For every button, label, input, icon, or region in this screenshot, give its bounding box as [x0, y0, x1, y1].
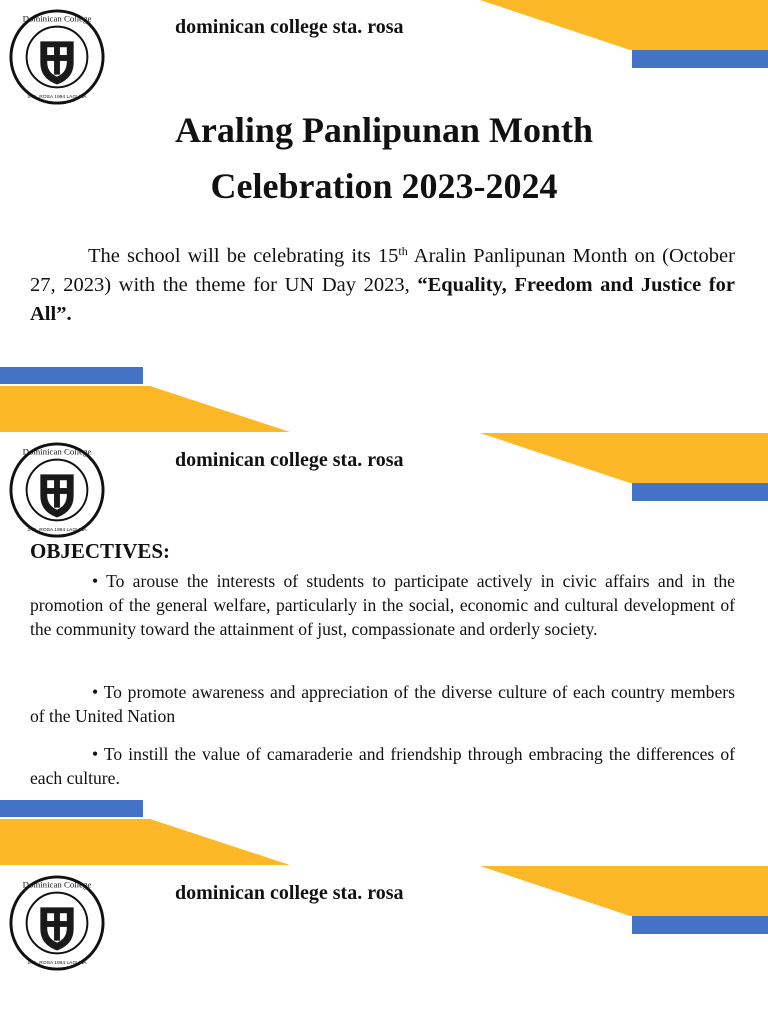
school-name-header: dominican college sta. rosa: [175, 16, 404, 38]
college-seal-icon: [8, 874, 106, 972]
intro-paragraph: [30, 242, 735, 329]
college-seal-icon: [8, 441, 106, 539]
slide-3: [0, 866, 768, 1024]
top-right-decoration: [480, 866, 768, 938]
svg-text:Dominican College: Dominican College: [22, 446, 92, 457]
slide-1: [0, 0, 768, 432]
objectives-heading: OBJECTIVES:: [30, 539, 171, 563]
school-name-header: dominican college sta. rosa: [175, 449, 404, 471]
college-logo: [8, 441, 106, 539]
college-logo: [8, 874, 106, 972]
theme-text: “Equality, Freedom and Justice for All”.: [30, 274, 735, 325]
college-logo: [8, 8, 106, 106]
slide-2: [0, 433, 768, 865]
slide-title-line-2: Celebration 2023-2024: [210, 166, 558, 206]
svg-text:Dominican College: Dominican College: [22, 879, 92, 890]
top-right-decoration: [480, 433, 768, 505]
objective-item-1: • To arouse the interests of students to participate actively in civic affairs and in the promotion of the general welfare, particularly in the social, economic and cultural development of the community toward the attainment of just, compassionate and orderly society.: [30, 571, 735, 639]
svg-text:STA. ROSA 1994 LAGUNA: STA. ROSA 1994 LAGUNA: [27, 95, 87, 101]
objective-item-3: • To instill the value of camaraderie and friendship through embracing the differences of each culture.: [30, 744, 735, 788]
slide-title-line-1: Araling Panlipunan Month: [174, 110, 594, 150]
bottom-left-decoration: [0, 365, 290, 432]
intro-text-end: Aralin Panlipunan Month on (October 27, 2023) with the theme for UN Day 2023,: [30, 245, 735, 296]
svg-text:STA. ROSA 1994 LAGUNA: STA. ROSA 1994 LAGUNA: [27, 961, 87, 967]
college-seal-icon: [8, 8, 106, 106]
intro-text-start: The school will be celebrating its 15: [88, 245, 399, 267]
school-name-header: dominican college sta. rosa: [175, 882, 404, 904]
top-right-decoration: [480, 0, 768, 72]
svg-text:STA. ROSA 1994 LAGUNA: STA. ROSA 1994 LAGUNA: [27, 528, 87, 534]
ordinal-suffix: th: [398, 244, 408, 258]
objective-item-2: • To promote awareness and appreciation of the diverse culture of each country members of the United Nation: [30, 682, 735, 726]
bottom-left-decoration: [0, 798, 290, 865]
svg-text:Dominican College: Dominican College: [22, 13, 92, 24]
